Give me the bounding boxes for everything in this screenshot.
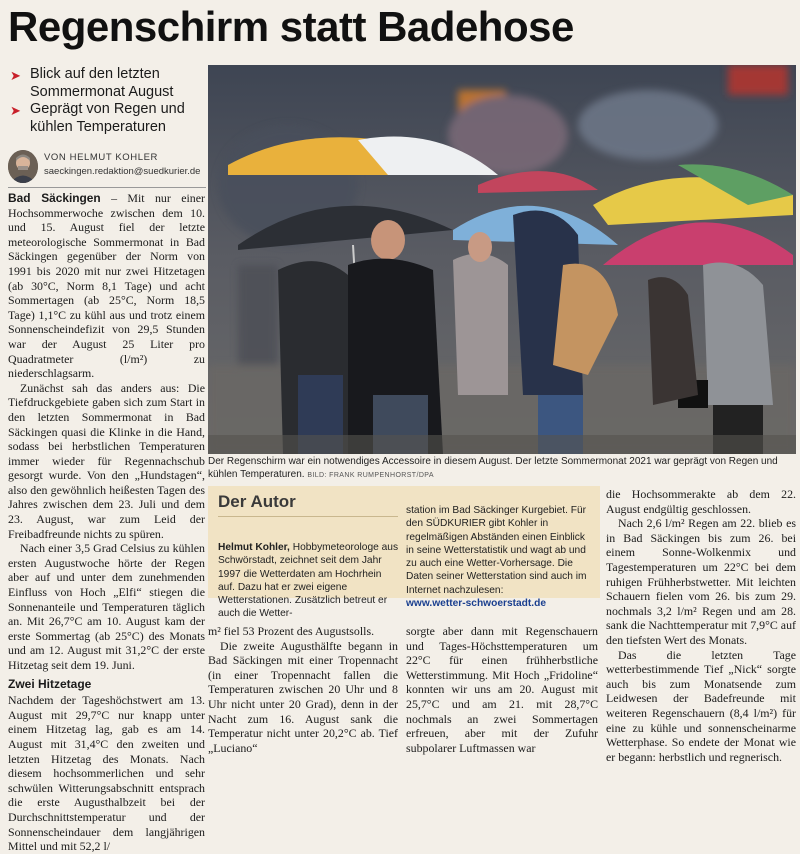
- rain-umbrella-photo: [208, 65, 796, 454]
- paragraph: Die zweite Augusthälfte begann in Bad Säckingen mit einer Tropennacht (in einer Tropennacht fallen die Temperaturen zwischen 20 Uhr und 8 Uhr nicht unter 20 Grad), denn in der Nacht zum 16. August sank die Temperatur nicht unter 20,2°C ab. Tief „Luciano“: [208, 638, 398, 755]
- website-link[interactable]: www.wetter-schwoerstadt.de: [406, 598, 547, 610]
- bullet-item: ➤ Blick auf den letzten Sommermonat August: [10, 66, 174, 100]
- box-title: Der Autor: [218, 492, 296, 511]
- paragraph: Nach 2,6 l/m² Regen am 22. blieb es in Bad Säckingen bis zum 26. bei einem Sonne-Wolkenmix und Tagestemperaturen um 22°C bei dem ruhigen Frühherbstwetter. Mit leichten Schauern fielen vom 26. bis zum 29. nochmals 3,2 l/m² Regen und am 28. sank die Nachttemperatur mit 7,9°C auf den tiefsten Wert des Monats.: [606, 516, 796, 647]
- avatar: [8, 150, 38, 183]
- author-email[interactable]: saeckingen.redaktion@suedkurier.de: [44, 166, 201, 177]
- paragraph: die Hochsommerakte ab dem 22. August endgültig geschlossen.: [606, 487, 796, 516]
- dateline: Bad Säckingen: [8, 191, 101, 205]
- box-text-right: station im Bad Säckinger Kurgebiet. Für den SÜDKURIER gibt Kohler in regelmäßigen Abständen einen Einblick in seine Wetterstatistik und wagt ab und zu auch eine Wetter-Vorhersage. Die Daten seiner Wetterstation sind auch im Internet nachzulesen: www.wetter-schwoerstadt.de: [406, 505, 587, 610]
- paragraph: Das die letzten Tage wetterbestimmende Tief „Nick“ sorgte auch bis zum Monatsende zum Leidwesen der Badefreunde mit weiteren Regenschauern (8,4 l/m²) für eine zu kühle und sonnenscheinarme Wetterphase. So endete der Monat wie er begann: herbstlich und regnerisch.: [606, 647, 796, 764]
- paragraph: Nach einer 3,5 Grad Celsius zu kühlen ersten Augustwoche hörte der Regen aber auf und unter dem zunehmenden Einfluss von Hoch „Elfi“ stiegen die Sonnenanteile und Temperaturen täglich an. Mit 26,7°C am 10. August kam der erste Sommertag (ab 25°C) des Monats und am 12. August mit 31,2°C der erste Hitzetag seit dem 19. Juni.: [8, 541, 205, 672]
- photo-caption: Der Regenschirm war ein notwendiges Accessoire in diesem August. Der letzte Sommermonat 2021 war geprägt von Regen und kühlen Temperaturen. BILD: FRANK RUMPENHORST/DPA: [208, 456, 778, 480]
- box-text-left: Helmut Kohler, Hobbymeteorologe aus Schwörstadt, zeichnet seit dem Jahr 1997 die Wetterdaten am Hochrhein auf. Dazu hat er zwei eigene Wetterstationen. Zusätzlich betreut er auch die Wetter-: [218, 542, 399, 620]
- paragraph: m² fiel 53 Prozent des Augustsolls.: [208, 624, 375, 638]
- photo-credit: BILD: FRANK RUMPENHORST/DPA: [307, 471, 434, 479]
- author-info-box: [208, 486, 600, 620]
- subheading: Zwei Hitzetage: [8, 676, 92, 691]
- column-2: [208, 624, 398, 755]
- divider: [218, 516, 398, 517]
- divider: [8, 187, 206, 188]
- author-byline: [8, 150, 208, 186]
- column-4: [606, 487, 796, 764]
- headline: Regenschirm statt Badehose: [8, 3, 574, 50]
- paragraph: Zunächst sah das anders aus: Die Tiefdruckgebiete gaben sich zum Start in den letzten Sommermonat in Bad Säckingen quasi die Klinke in die Hand, sodass bei herbstlichen Temperaturen immer wieder für Regennachschub gesorgt wurde. Von den „Hundstagen“, also den gewöhnlich heißesten Tagen des Jahres zwischen dem 23. Juli und dem 23. August, war zum Leid der Freibadfreunde nichts zu spüren.: [8, 380, 205, 541]
- column-1: Bad Säckingen – Mit nur einer Hochsommerwoche zwischen dem 10. und 15. August fiel der letzte meteorologische Sommermonat in Bad Säckingen gegenüber der Norm von 1991 bis 2020 mit nur zwei Hitzetagen (ab 30°C, Norm 8,1 Tage) und acht Sommertagen (ab 25°C, Norm 18,5 Tage) 1,1°C zu kühl aus und trotz einem Sonnenscheindefizit von 29,5 Stunden war der August 25 Liter pro Quadratmeter (l/m²) zu niederschlagsarm. Zunächst sah das anders aus: Die Tiefdruckgebiete gaben sich zum Start in den letzten Sommermonat in Bad Säckingen quasi die Klinke in die Hand, sodass bei herbstlichen Temperaturen immer wieder für Regennachschub gesorgt wurde. Von den „Hundstagen“, also den gewöhnlich heißesten Tagen des Jahres zwischen dem 23. Juli und dem 23. August, war zum Leid der Freibadfreunde nichts zu spüren. Nach einer 3,5 Grad Celsius zu kühlen ersten Augustwoche hörte der Regen aber auf und unter dem zunehmenden Einfluss von Hoch „Elfi“ stiegen die Sonnenanteile und Temperaturen täglich an. Mit 26,7°C am 10. August kam der erste Sommertag (ab 25°C) des Monats und am 12. August mit 31,2°C der erste Hitzetag seit dem 19. Juni. Zwei Hitzetage Nachdem der Tageshöchstwert am 13. August mit 29,7°C nur knapp unter einem Hitzetag lag, gab es am 14. August mit 31,4°C den zweiten und letzten Hitzetag des Monats. Nach diesem hochsommerlichen und sehr schwülen Witterungsabschnitt entsprach die erste Augusthalbzeit bei der Durchschnittstemperatur und der Sonnenscheindauer dem langjährigen Mittel und mit 52,2 l/: [8, 191, 205, 854]
- red-arrow-icon: ➤: [10, 68, 21, 83]
- author-name: VON HELMUT KOHLER: [44, 152, 159, 163]
- summary-bullets: [8, 66, 203, 136]
- paragraph: sorgte aber dann mit Regenschauern und Tages-Höchsttemperaturen um 22°C für einen frühherbstliche Wetterstimmung. Mit Hoch „Fridoline“ konnten wir uns am 20. August mit 25,7°C und am 21. mit 28,7°C nochmals an zwei Sommertagen erfreuen, aber mit der Zufuhr subpolarer Luftmassen war: [406, 624, 598, 755]
- red-arrow-icon: ➤: [10, 103, 21, 118]
- paragraph: Nachdem der Tageshöchstwert am 13. August mit 29,7°C nur knapp unter einem Hitzetag lag, gab es am 14. August mit 31,4°C den zweiten und letzten Hitzetag des Monats. Nach diesem hochsommerlichen und sehr schwülen Witterungsabschnitt entsprach die erste Augusthalbzeit bei der Durchschnittstemperatur und der Sonnenscheindauer dem langjährigen Mittel und mit 52,2 l/: [8, 693, 205, 854]
- column-3: [406, 624, 598, 755]
- bullet-item: ➤ Geprägt von Regen und kühlen Temperaturen: [10, 101, 185, 135]
